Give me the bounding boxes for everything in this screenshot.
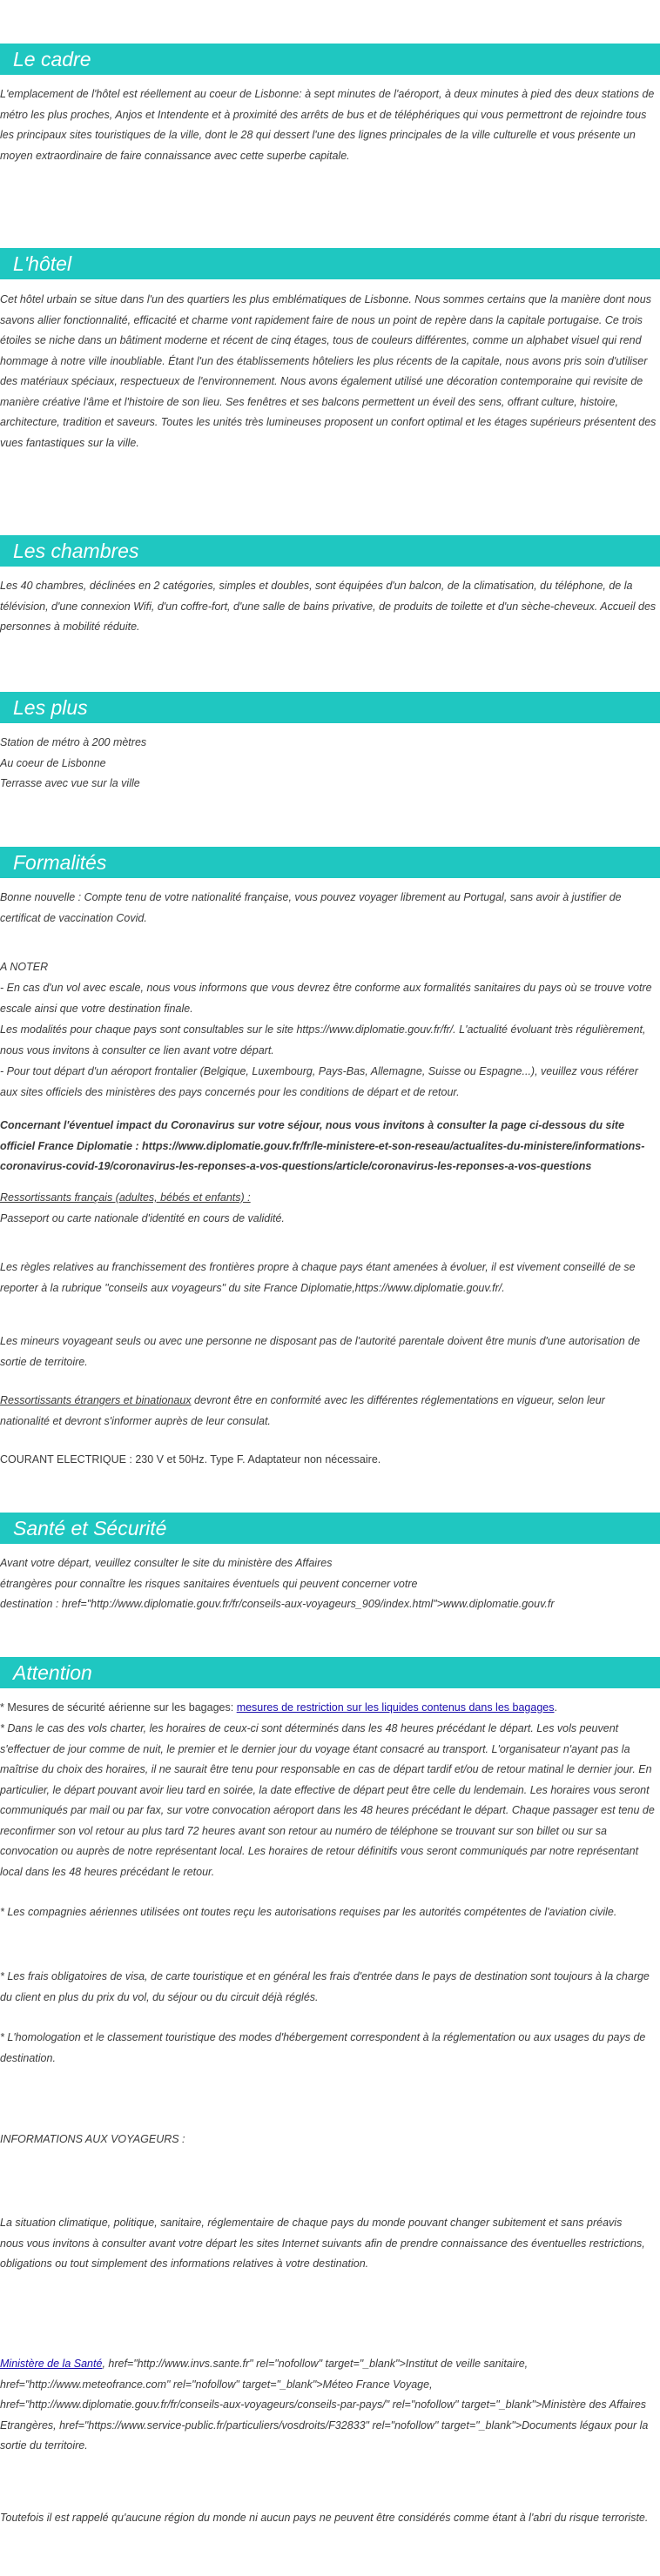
formalites-note-escale: - En cas d'un vol avec escale, nous vous informons que vous devrez être conforme aux formalités sanitaires du pays où se trouve votre escale ainsi que votre destination finale.	[0, 982, 652, 1015]
section-title-sante: Santé et Sécurité	[13, 1517, 167, 1540]
attention-situation	[0, 2213, 657, 2275]
attention-terrorisme: Toutefois il est rappelé qu'aucune région du monde ni aucun pays ne peuvent être considérés comme étant à l'abri du risque terroriste.	[0, 2512, 649, 2524]
liquides-restriction-link[interactable]: mesures de restriction sur les liquides contenus dans les bagages	[236, 1701, 555, 1714]
formalites-mineurs: Les mineurs voyageant seuls ou avec une personne ne disposant pas de l'autorité parentale doivent être munis d'une autorisation de sortie de territoire.	[0, 1335, 641, 1368]
attention-charter: * Dans le cas des vols charter, les horaires de ceux-ci sont déterminés dans les 48 heures précédant le départ. Les vols peuvent s'effectuer de jour comme de nuit, le premier et le dernier jour du voyage étant consacré au transport. L'organisateur n'ayant pas la maîtrise du choix des horaires, il ne saurait être tenu pour responsable en cas de départ tardif et/ou de retour matinal le dernier jour. En particulier, le départ pouvant avoir lieu tard en soirée, la date effective de départ peut être celle du lendemain. Les horaires vous seront communiqués par mail ou par fax, sur votre convocation aéroport dans les 48 heures précédant le départ. Chaque passager est tenu de reconfirmer son vol retour au plus tard 72 heures avant son retour au numéro de téléphone se trouvant sur son billet ou sur sa convocation ou auprès de notre représentant local. Les horaires de retour définitifs vous seront communiqués par notre représentant local dans les 48 heures précédant le retour.	[0, 1722, 655, 1878]
section-body-hotel: Cet hôtel urbain se situe dans l'un des quartiers les plus emblématiques de Lisbonne. Nous sommes certains que la manière dont nous savons allier fonctionnalité, efficacité et charme vont rapidement faire de nous un point de repère dans la capitale portugaise. Ce trois étoiles se niche dans un bâtiment moderne et récent de cinq étages, tous de couleurs différentes, comme un alphabet visuel qui rend hommage à notre ville inoubliable. Étant l'un des établissements hôteliers les plus récents de la capitale, nous avons pris soin d'utiliser des matériaux spéciaux, respectueux de l'environnement. Nous avons également utilisé une décoration contemporaine qui revisite de manière créative l'âme et l'histoire de son lieu. Ses fenêtres et ses balcons permettent un éveil des sens, offrant culture, histoire, architecture, tradition et saveurs. Toutes les unités très lumineuses proposent un confort optimal et les étages supérieurs présentent des vues fantastiques sur la ville.	[0, 293, 657, 449]
sante-line-2: étrangères pour connaître les risques sanitaires éventuels qui peuvent concerner votre	[0, 1577, 418, 1590]
section-title-hotel: L'hôtel	[13, 252, 72, 275]
formalites-note-frontalier: - Pour tout départ d'un aéroport frontalier (Belgique, Luxembourg, Pays-Bas, Allemagne, Suisse ou Espagne...), veuillez vous référer aux sites officiels des ministères des pays concernés pour les conditions de départ et de retour.	[0, 1065, 638, 1098]
formalites-etrangers-text: devront être en conformité avec les différentes réglementations en vigueur, selon leur nationalité et devront s'informer auprès de leur consulat.	[0, 1394, 605, 1427]
attention-frais: * Les frais obligatoires de visa, de carte touristique et en général les frais d'entrée dans le pays de destination sont toujours à la charge du client en plus du prix du vol, du séjour ou du circuit déjà réglés.	[0, 1970, 650, 2003]
formalites-regles: Les règles relatives au franchissement des frontières propre à chaque pays étant amenées à évoluer, il est vivement conseillé de se reporter à la rubrique "conseils aux voyageurs" du site France Diplomatie,https://www.diplomatie.gouv.fr/.	[0, 1261, 636, 1294]
plus-item-terrasse: Terrasse avec vue sur la ville	[0, 777, 140, 789]
section-title-cadre: Le cadre	[13, 48, 91, 70]
sante-line-1: Avant votre départ, veuillez consulter le site du ministère des Affaires	[0, 1557, 333, 1569]
section-header-formalites	[0, 847, 660, 878]
formalites-courant: COURANT ELECTRIQUE : 230 V et 50Hz. Type F. Adaptateur non nécessaire.	[0, 1453, 381, 1466]
attention-liens	[0, 2354, 657, 2457]
section-header-chambres	[0, 535, 660, 567]
formalites-coronavirus-notice: Concernant l'éventuel impact du Coronavirus sur votre séjour, nous vous invitons à consulter la page ci-dessous du site officiel France Diplomatie : https://www.diplomatie.gouv.fr/fr/le-ministere-et-son-reseau/actualites-du-ministere/informations-coronavirus-covid-19/coronavirus-les-reponses-a-vos-questions/article/coronavirus-les-reponses-a-vos-questions	[0, 1119, 645, 1172]
attention-situation-line-1: La situation climatique, politique, sanitaire, réglementaire de chaque pays du monde pouvant changer subitement et sans préavis	[0, 2217, 623, 2229]
formalites-covid: Bonne nouvelle : Compte tenu de votre nationalité française, vous pouvez voyager librement au Portugal, sans avoir à justifier de certificat de vaccination Covid.	[0, 891, 622, 924]
attention-mesures-suffix: .	[554, 1701, 557, 1714]
section-title-plus: Les plus	[13, 696, 88, 719]
formalites-anoter: A NOTER	[0, 961, 49, 973]
formalites-etrangers-heading: Ressortissants étrangers et binationaux	[0, 1394, 192, 1406]
attention-mesures	[0, 1698, 657, 1719]
formalites-francais-document: Passeport ou carte nationale d'identité en cours de validité.	[0, 1212, 285, 1224]
section-body-cadre: L'emplacement de l'hôtel est réellement au coeur de Lisbonne: à sept minutes de l'aéroport, à deux minutes à pied des deux stations de métro les plus proches, Anjos et Intendente et à proximité des arrêts de bus et de téléphériques qui vous permettront de rejoindre tous les principaux sites touristiques de la ville, dont le 28 qui dessert l'une des lignes principales de la ville culturelle et vous présente un moyen extraordinaire de faire connaissance avec cette superbe capitale.	[0, 88, 655, 162]
section-body-plus	[0, 733, 657, 795]
formalites-note-modalites: Les modalités pour chaque pays sont consultables sur le site https://www.diplomatie.gouv.fr/fr/. L'actualité évoluant très régulièrement, nous vous invitons à consulter ce lien avant votre départ.	[0, 1023, 646, 1057]
section-header-plus	[0, 692, 660, 723]
section-body-sante	[0, 1553, 657, 1615]
attention-situation-line-2: nous vous invitons à consulter avant votre départ les sites Internet suivants afin de prendre connaissance des éventuelles restrictions, obligations ou tout simplement des informations relatives à votre destination.	[0, 2237, 645, 2270]
attention-compagnies: * Les compagnies aériennes utilisées ont toutes reçu les autorisations requises par les autorités compétentes de l'aviation civile.	[0, 1906, 617, 1918]
formalites-francais-heading: Ressortissants français (adultes, bébés et enfants) :	[0, 1191, 251, 1204]
attention-homologation: * L'homologation et le classement touristique des modes d'hébergement correspondent à la réglementation ou aux usages du pays de destination.	[0, 2031, 646, 2064]
section-body-chambres: Les 40 chambres, déclinées en 2 catégories, simples et doubles, sont équipées d'un balcon, de la climatisation, du téléphone, de la télévision, d'une connexion Wifi, d'un coffre-fort, d'une salle de bains privative, de produits de toilette et d'un sèche-cheveux. Accueil des personnes à mobilité réduite.	[0, 580, 657, 633]
plus-item-metro: Station de métro à 200 mètres	[0, 736, 147, 748]
formalites-etrangers	[0, 1391, 657, 1432]
section-title-chambres: Les chambres	[13, 540, 139, 562]
section-title-attention: Attention	[13, 1661, 92, 1684]
section-header-sante	[0, 1513, 660, 1544]
attention-informations-voyageurs: INFORMATIONS AUX VOYAGEURS :	[0, 2133, 185, 2145]
plus-item-coeur: Au coeur de Lisbonne	[0, 756, 106, 769]
attention-liens-text: , href="http://www.invs.sante.fr" rel="nofollow" target="_blank">Institut de veille sanitaire, href="http://www.meteofrance.com" rel="nofollow" target="_blank">Méteo France Voyage, href="http://www.diplomatie.gouv.fr/fr/conseils-aux-voyageurs/conseils-par-pays/" rel="nofollow" target="_blank">Ministère des Affaires Etrangères, href="https://www.service-public.fr/particuliers/vosdroits/F32833" rel="nofollow" target="_blank">Documents légaux pour la sortie du territoire.	[0, 2358, 649, 2452]
attention-mesures-prefix: * Mesures de sécurité aérienne sur les bagages:	[0, 1701, 237, 1714]
sante-line-3: destination : href="http://www.diplomatie.gouv.fr/fr/conseils-aux-voyageurs_909/index.html">www.diplomatie.gouv.fr	[0, 1598, 555, 1610]
section-header-attention	[0, 1657, 660, 1688]
section-header-cadre	[0, 44, 660, 75]
ministere-sante-link[interactable]: Ministère de la Santé	[0, 2358, 103, 2370]
section-title-formalites: Formalités	[13, 851, 107, 874]
section-header-hotel	[0, 248, 660, 279]
